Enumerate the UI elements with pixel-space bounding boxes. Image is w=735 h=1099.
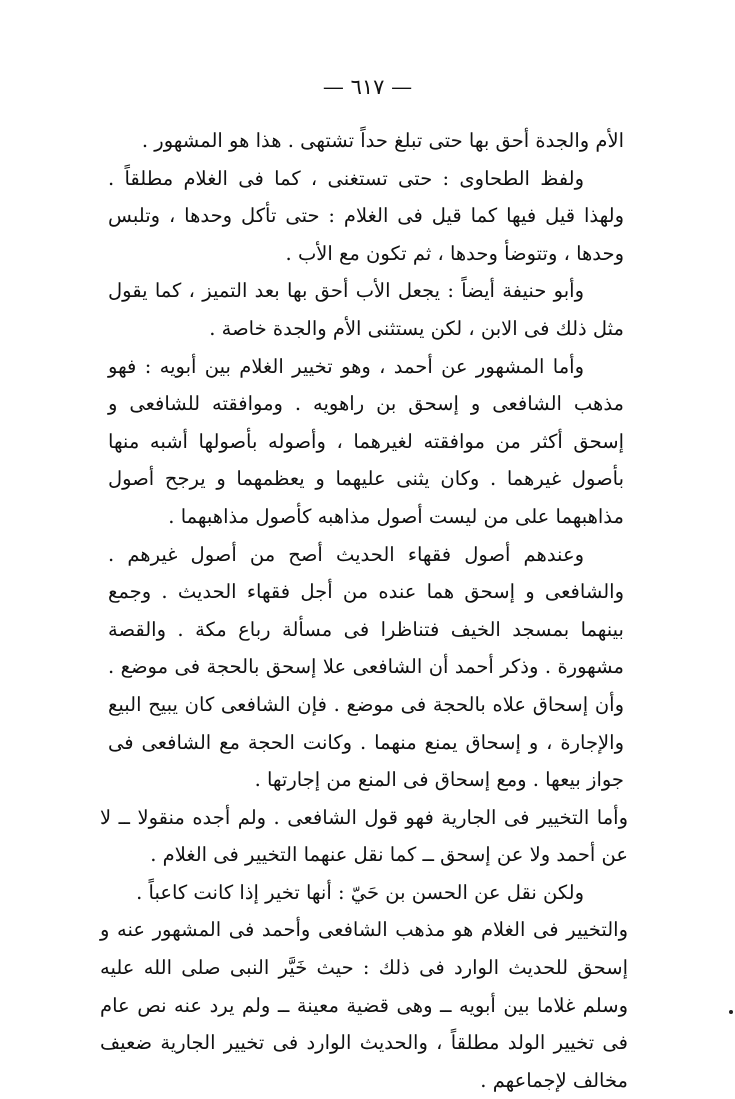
page-number: — ٦١٧ —	[322, 75, 413, 99]
paragraph-2: ولفظ الطحاوى : حتى تستغنى ، كما فى الغلام مطلقاً . ولهذا قيل فيها كما قيل فى الغلام : حتى تأكل وحدها ، وتلبس وحدها ، وتتوضأ وحدها ، ثم تكون مع الأب .	[108, 166, 624, 265]
body-text	[100, 122, 628, 1099]
paragraph-6: وأما التخيير فى الجارية فهو قول الشافعى . ولم أجده منقولا ــ لا عن أحمد ولا عن إسحق ــ كما نقل عنهما التخيير فى الغلام .	[100, 805, 628, 867]
paragraph-1: الأم والجدة أحق بها حتى تبلغ حداً تشتهى . هذا هو المشهور .	[141, 129, 624, 152]
paragraph-8: والتخيير فى الغلام هو مذهب الشافعى وأحمد فى المشهور عنه و إسحق للحديث الوارد فى ذلك : حيث خَيَّر النبى صلى الله عليه وسلم غلاما بين أبويه ــ وهى قضية معينة ــ ولم يرد عنه نص عام فى تخيير الولد مطلقاً ، والحديث الوارد فى تخيير الجارية ضعيف مخالف لإجماعهم .	[100, 918, 628, 1092]
margin-speck	[729, 1010, 733, 1014]
paragraph-4: وأما المشهور عن أحمد ، وهو تخيير الغلام بين أبويه : فهو مذهب الشافعى و إسحق بن راهويه . وموافقته للشافعى و إسحق أكثر من موافقته لغيرهما ، وأصوله بأصولها أشبه منها بأصول غيرهما . وكان يثنى عليهما و يعظمهما و يرجح أصول مذاهبهما على من ليست أصول مذاهبه كأصول مذاهبهما .	[108, 354, 624, 528]
paragraph-3: وأبو حنيفة أيضاً : يجعل الأب أحق بها بعد التميز ، كما يقول مثل ذلك فى الابن ، لكن يستثنى الأم والجدة خاصة .	[108, 279, 624, 340]
paragraph-7: ولكن نقل عن الحسن بن حَيّ : أنها تخير إذا كانت كاعباً .	[136, 880, 584, 904]
paragraph-5: وعندهم أصول فقهاء الحديث أصح من أصول غيرهم . والشافعى و إسحق هما عنده من أجل فقهاء الحديث . وجمع بينهما بمسجد الخيف فتناظرا فى مسألة رباع مكة . والقصة مشهورة . وذكر أحمد أن الشافعى علا إسحق بالحجة فى موضع . وأن إسحاق علاه بالحجة فى موضع . فإن الشافعى كان يبيح البيع والإجارة ، و إسحاق يمنع منهما . وكانت الحجة مع الشافعى فى جواز بيعها . ومع إسحاق فى المنع من إجارتها .	[108, 542, 624, 792]
